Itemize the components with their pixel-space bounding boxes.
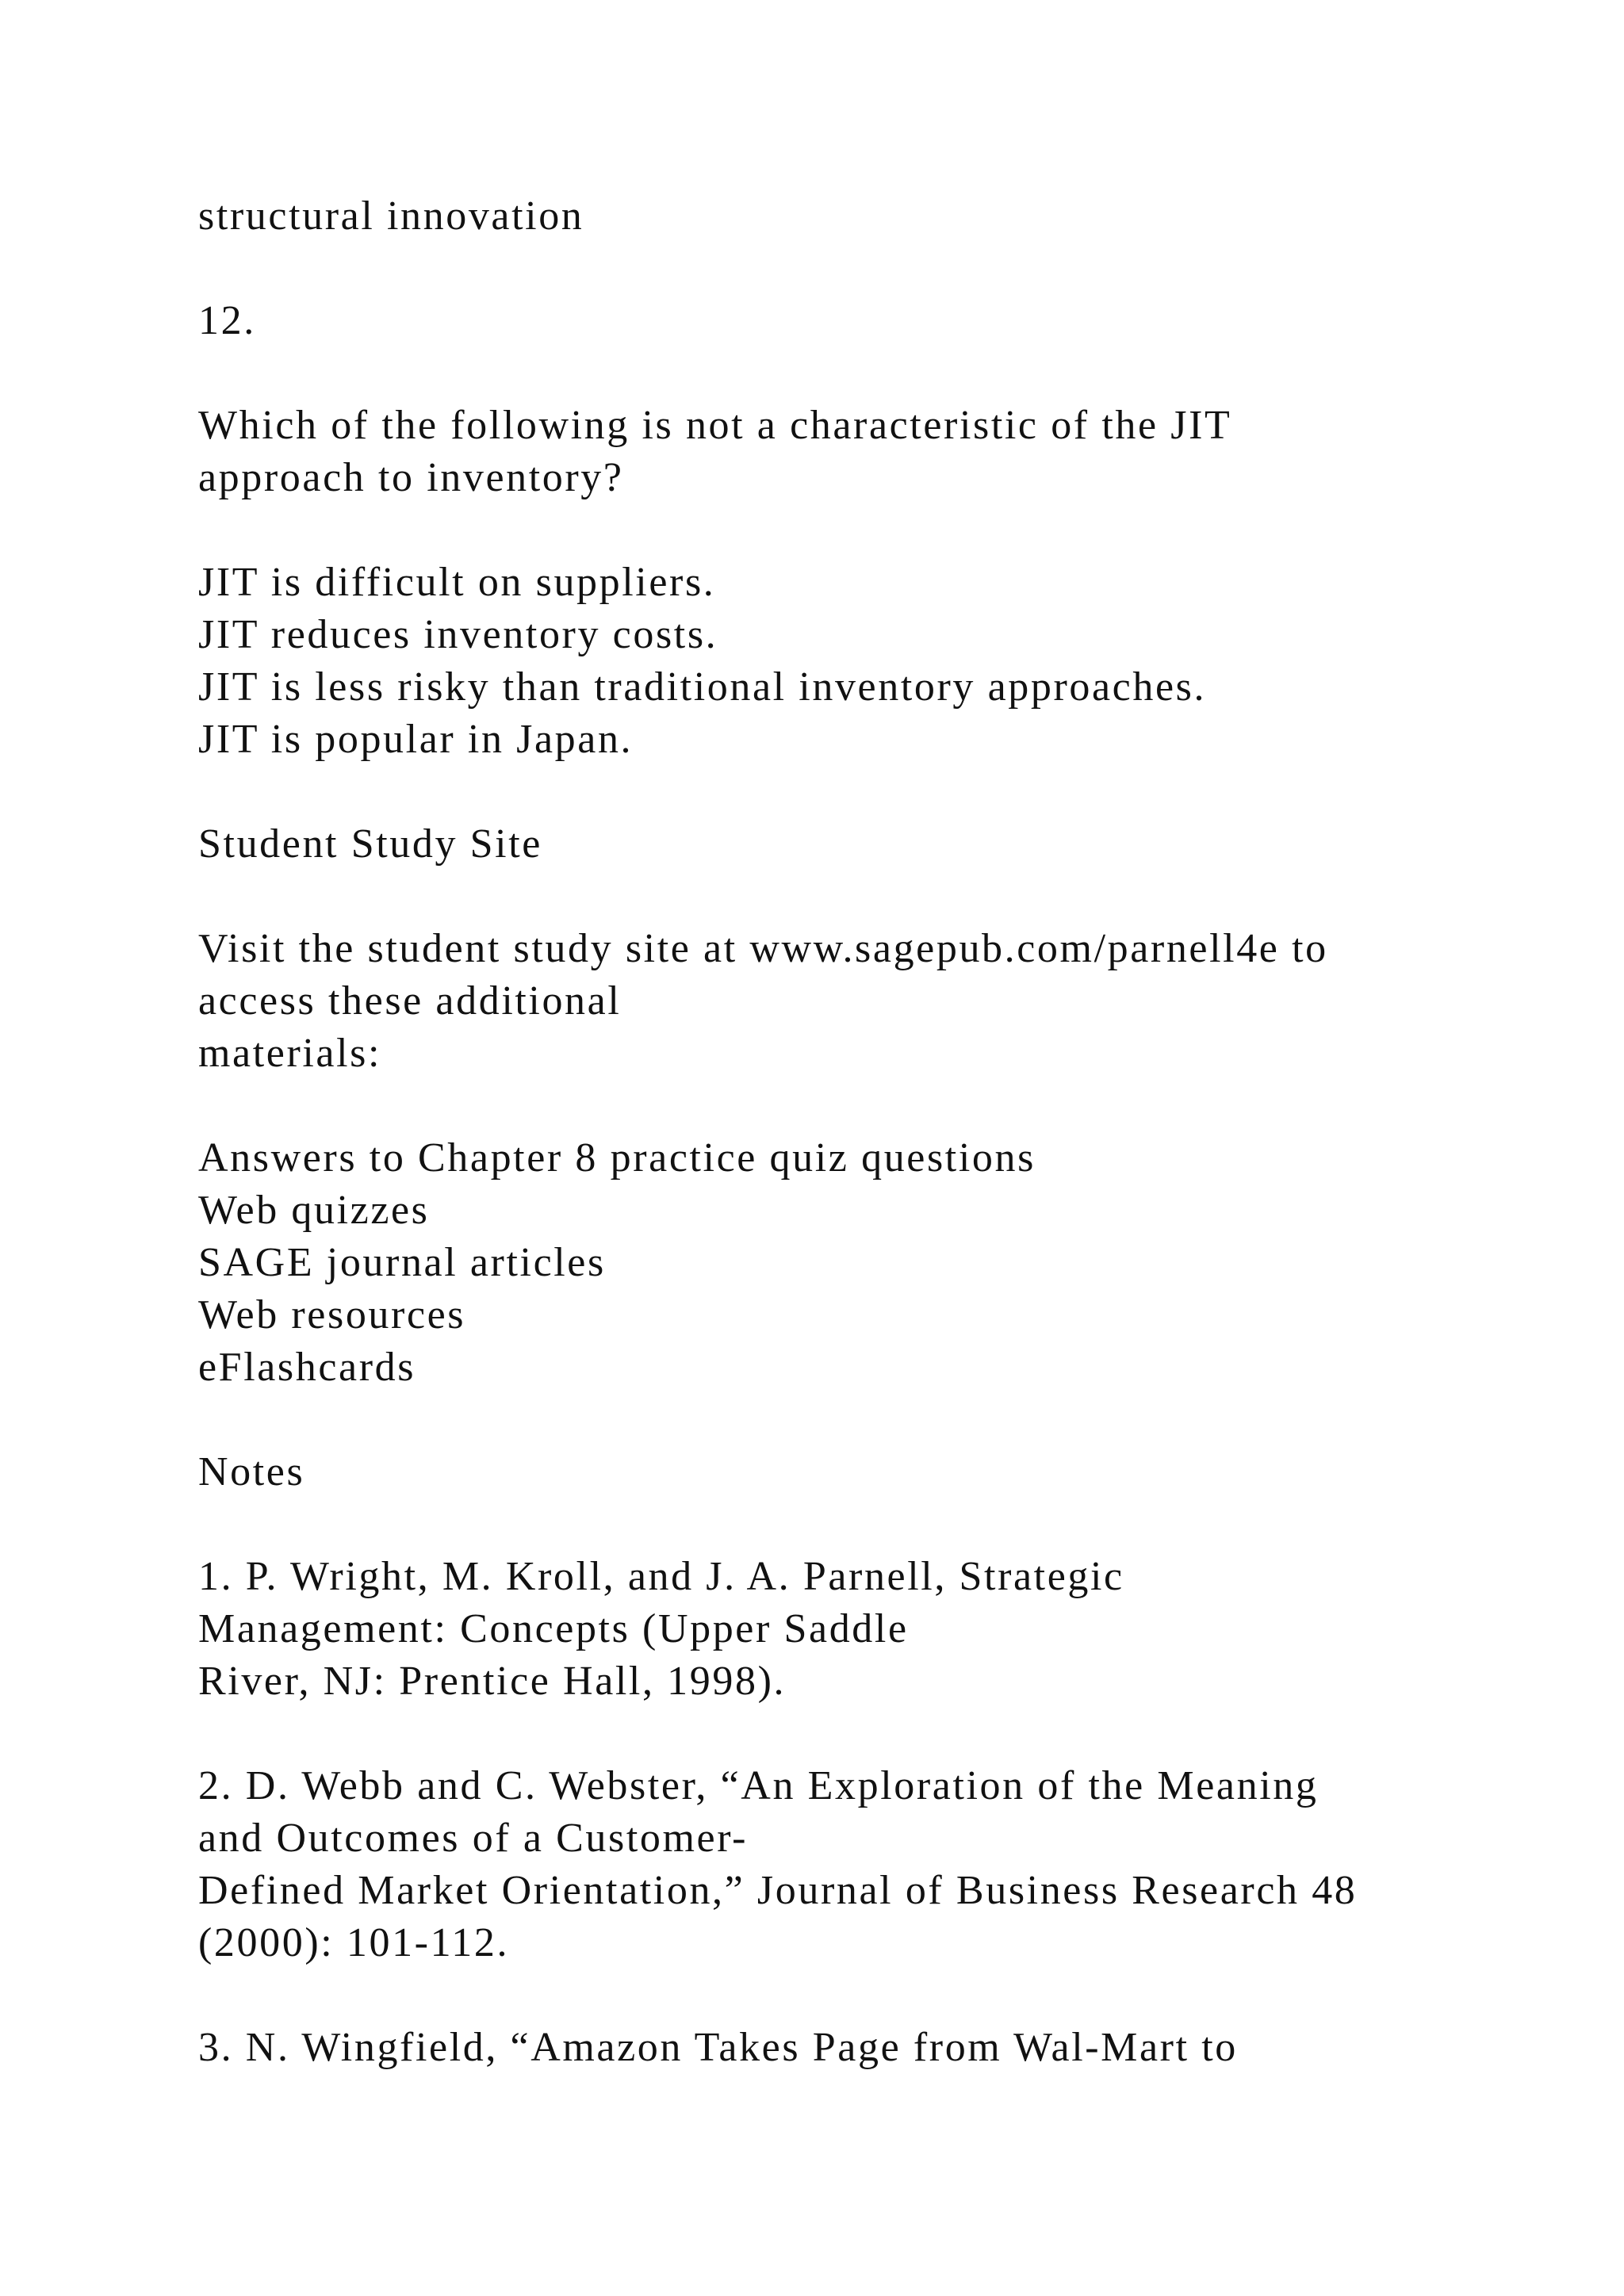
text-line: approach to inventory? xyxy=(198,455,624,500)
study-materials-list xyxy=(198,1132,1467,1394)
text-line: access these additional xyxy=(198,978,622,1024)
text-line: (2000): 101-112. xyxy=(198,1920,510,1965)
note-1 xyxy=(198,1551,1467,1708)
list-item: Web quizzes xyxy=(198,1188,430,1233)
text-line: 1. P. Wright, M. Kroll, and J. A. Parnell, Strategic xyxy=(198,1554,1124,1599)
text-line: structural innovation xyxy=(198,193,584,239)
text-line: Defined Market Orientation,” Journal of Business Research 48 xyxy=(198,1868,1358,1913)
text-line: and Outcomes of a Customer- xyxy=(198,1816,749,1861)
list-item: Web resources xyxy=(198,1292,466,1337)
text-fragment-structural-innovation xyxy=(198,190,1467,243)
text-line: 3. N. Wingfield, “Amazon Takes Page from Wal-Mart to xyxy=(198,2025,1238,2070)
section-heading: Notes xyxy=(198,1449,305,1494)
answer-option: JIT is popular in Japan. xyxy=(198,717,634,762)
text-line: 2. D. Webb and C. Webster, “An Exploration of the Meaning xyxy=(198,1763,1319,1808)
section-heading: Student Study Site xyxy=(198,821,542,867)
list-item: Answers to Chapter 8 practice quiz questions xyxy=(198,1135,1036,1181)
text-line: River, NJ: Prentice Hall, 1998). xyxy=(198,1659,787,1704)
note-2 xyxy=(198,1760,1467,1969)
answer-option: JIT is difficult on suppliers. xyxy=(198,560,716,605)
answer-option: JIT reduces inventory costs. xyxy=(198,612,718,657)
document-body xyxy=(198,190,1467,2126)
list-item: eFlashcards xyxy=(198,1345,416,1390)
answer-options xyxy=(198,557,1467,766)
study-site-paragraph xyxy=(198,923,1467,1080)
question-number xyxy=(198,295,1467,347)
text-line: materials: xyxy=(198,1031,382,1076)
note-3 xyxy=(198,2022,1467,2074)
list-item: SAGE journal articles xyxy=(198,1240,606,1285)
answer-option: JIT is less risky than traditional inventory approaches. xyxy=(198,664,1207,710)
section-heading-notes xyxy=(198,1446,1467,1498)
section-heading-student-study-site xyxy=(198,818,1467,871)
text-line: 12. xyxy=(198,298,256,343)
text-line: Which of the following is not a characteristic of the JIT xyxy=(198,403,1232,448)
question-text xyxy=(198,400,1467,504)
text-line: Management: Concepts (Upper Saddle xyxy=(198,1606,909,1651)
text-line: Visit the student study site at www.sagepub.com/parnell4e to xyxy=(198,926,1328,971)
